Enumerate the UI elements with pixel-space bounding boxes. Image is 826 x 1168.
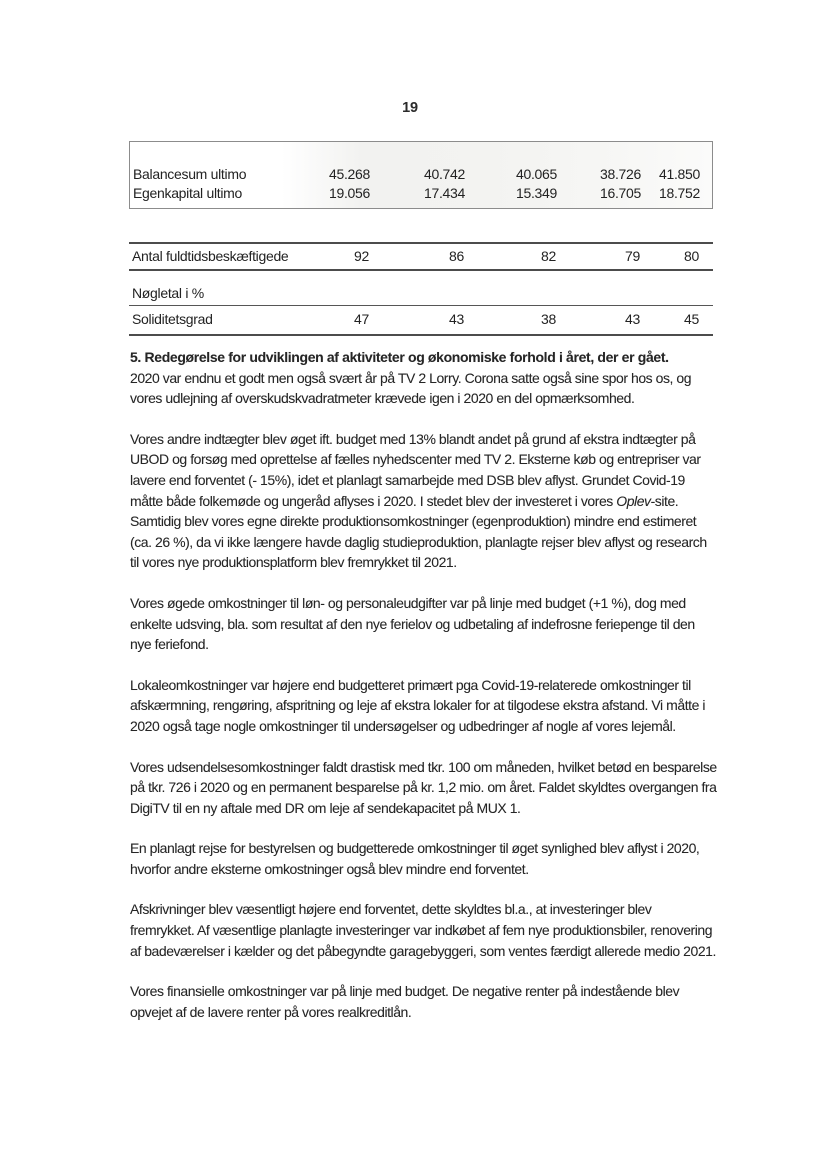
table-cell: 86: [449, 248, 464, 264]
row-label: Balancesum ultimo: [133, 166, 247, 182]
table-cell: 43: [625, 311, 640, 327]
table-row-balancesum: [133, 165, 700, 184]
page-number: 19: [402, 100, 418, 116]
table-cell: 40.742: [423, 166, 465, 182]
paragraph-financial-costs: Vores finansielle omkostninger var på linje med budget. De negative renter på indestående blev opvejet af de lavere renter på vores realkreditlån.: [130, 983, 680, 1020]
paragraph-cancelled-trip: En planlagt rejse for bestyrelsen og budgetterede omkostninger til øget synlighed blev aflyst i 2020, hvorfor andre eksterne omkostninger også blev mindre end forventet.: [130, 840, 700, 877]
table-cell: 43: [449, 311, 464, 327]
oplev-site-name: Oplev: [616, 492, 651, 509]
paragraph-broadcast-costs: Vores udsendelsesomkostninger faldt drastisk med tkr. 100 om måneden, hvilket betød en besparelse på tkr. 726 i 2020 og en permanent besparelse på kr. 1,2 mio. om året. Faldet skyldtes overgangen fra DigiTV til en ny aftale med DR om leje af sendekapacitet på MUX 1.: [130, 758, 717, 816]
table-row-egenkapital: [133, 184, 700, 203]
report-body: [130, 347, 718, 1042]
paragraph-text: Vores andre indtægter blev øget ift. budget med 13% blandt andet på grund af ekstra indtægter på UBOD og forsøg med oprettelse af fælles nyhedscenter med TV 2. Eksterne køb og entrepriser var lavere end forventet (- 15%), idet et planlagt samarbejde med DSB blev aflyst. Grundet Covid-19 måtte både folkemøde og ungeråd aflyses i 2020. I stedet blev der investeret i vores: [130, 430, 701, 509]
table-cell: 17.434: [423, 185, 465, 201]
table-cell: 82: [541, 248, 556, 264]
table-cell: 38.726: [599, 166, 641, 182]
paragraph-premises-costs: Lokaleomkostninger var højere end budgetteret primært pga Covid-19-relaterede omkostninger til afskærmning, rengøring, afspritning og leje af ekstra lokaler for at tilgodese ekstra afstand. Vi måtte i 2020 også tage nogle omkostninger til undersøgelser og udbedringer af nogle af vores lejemål.: [130, 676, 706, 734]
paragraph-text: -site. Samtidig blev vores egne direkte produktionsomkostninger (egenproduktion) mindre end estimeret (ca. 26 %), da vi ikke længere havde daglig studieproduktion, planlagte rejser blev aflyst og research til vores nye produktionsplatform blev fremrykket til 2021.: [130, 492, 707, 571]
key-figures-header: Nøgletal i %: [129, 285, 713, 306]
table-cell: 45: [684, 311, 699, 327]
section-heading: 5. Redegørelse for udviklingen af aktiviteter og økonomiske forhold i året, der er gået.: [130, 349, 669, 365]
balance-table-box: [129, 141, 713, 209]
table-cell: 18.752: [658, 185, 700, 201]
financial-summary-table: [129, 141, 713, 336]
row-label: Antal fuldtidsbeskæftigede: [132, 248, 289, 264]
table-cell: 16.705: [599, 185, 641, 201]
paragraph-intro: 2020 var endnu et godt men også svært år på TV 2 Lorry. Corona satte også sine spor hos os, og vores udlejning af overskudskvadratmeter krævede igen i 2020 en del opmærksomhed.: [130, 369, 692, 407]
table-cell: 15.349: [515, 185, 557, 201]
table-row: [132, 247, 699, 266]
row-label: Egenkapital ultimo: [133, 185, 242, 201]
paragraph-other-income: [130, 429, 718, 573]
table-cell: 38: [541, 311, 556, 327]
paragraph-depreciation: Afskrivninger blev væsentligt højere end forventet, dette skyldtes bl.a., at investeringer blev fremrykket. Af væsentlige planlagte investeringer var indkøbet af fem nye produktionsbiler, renovering af badeværelser i kælder og det påbegyndte garagebyggeri, som ventes færdigt allerede medio 2021.: [130, 901, 716, 959]
table-cell: 80: [684, 248, 699, 264]
table-cell: 79: [625, 248, 640, 264]
table-cell: 19.056: [328, 185, 370, 201]
table-cell: 45.268: [328, 166, 370, 182]
table-cell: 41.850: [658, 166, 700, 182]
row-label: Soliditetsgrad: [132, 311, 213, 327]
table-row-employees: [129, 242, 713, 271]
paragraph-salary-costs: Vores øgede omkostninger til løn- og personaleudgifter var på linje med budget (+1 %), dog med enkelte udsving, bla. som resultat af den nye ferielov og udbetaling af indefrosne feriepenge til den nye feriefond.: [130, 594, 695, 653]
table-row: [132, 310, 699, 329]
table-row-soliditetsgrad: [129, 306, 713, 336]
table-cell: 92: [354, 248, 369, 264]
table-cell: 40.065: [515, 166, 557, 182]
table-cell: 47: [354, 311, 369, 327]
